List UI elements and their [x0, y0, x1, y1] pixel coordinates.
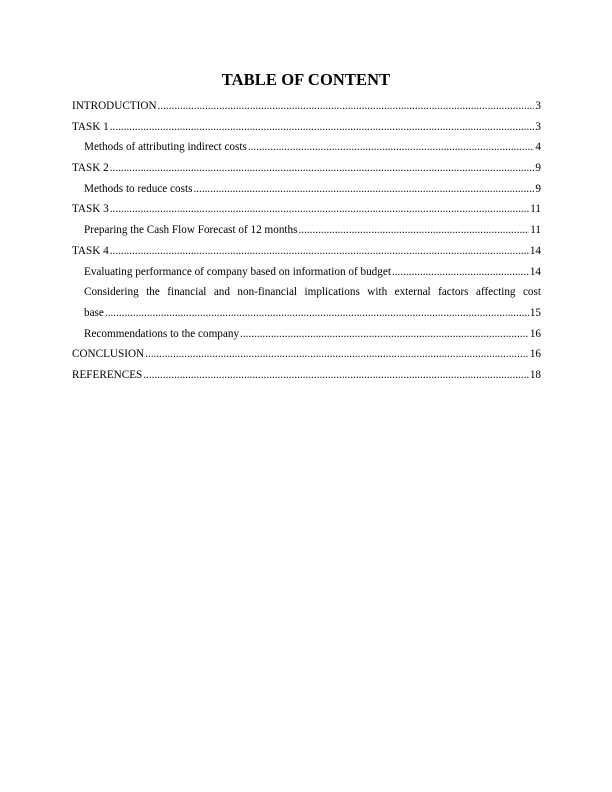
dot-leader: [110, 158, 535, 179]
toc-entry-methods-indirect-costs[interactable]: [72, 137, 541, 158]
dot-leader: [143, 365, 529, 386]
toc-entry-recommendations[interactable]: [72, 324, 541, 345]
toc-entry-label: TASK 1: [72, 120, 109, 133]
toc-entry-evaluating-performance[interactable]: [72, 262, 541, 283]
toc-entry-label: Methods of attributing indirect costs: [84, 141, 247, 154]
dot-leader: [158, 96, 535, 117]
toc-entry-cash-flow-forecast[interactable]: [72, 220, 541, 241]
toc-entry-label: TASK 4: [72, 244, 109, 257]
dot-leader: [110, 199, 530, 220]
toc-page-number: 11: [530, 203, 541, 216]
dot-leader: [105, 303, 529, 324]
toc-entry-label-line2: base: [84, 306, 104, 319]
toc-page-number: 14: [529, 265, 541, 278]
dot-leader: [110, 117, 535, 138]
toc-entry-introduction[interactable]: [72, 96, 541, 117]
toc-entry-label: Evaluating performance of company based on information of budget: [84, 265, 391, 278]
toc-entry-methods-reduce-costs[interactable]: [72, 179, 541, 200]
toc-entry-label: INTRODUCTION: [72, 100, 157, 112]
dot-leader: [298, 220, 529, 241]
toc-entry-line2: [84, 303, 541, 324]
toc-entry-label-line1: Considering the financial and non-financial implications with external factors affecting cost: [84, 286, 541, 299]
toc-entry-conclusion[interactable]: [72, 344, 541, 365]
dot-leader: [248, 137, 535, 158]
toc-page-number: 4: [535, 141, 541, 154]
toc-page-number: 18: [529, 368, 541, 381]
toc-page-number: 15: [529, 306, 541, 319]
dot-leader: [392, 262, 529, 283]
toc-entry-label: CONCLUSION: [72, 348, 145, 361]
toc-list: [72, 96, 541, 386]
toc-entry-task-2[interactable]: [72, 158, 541, 179]
toc-entry-label: Recommendations to the company: [84, 327, 240, 340]
toc-page-number: 9: [535, 182, 541, 195]
dot-leader: [145, 344, 529, 365]
dot-leader: [110, 241, 529, 262]
toc-entry-task-4[interactable]: [72, 241, 541, 262]
toc-page-number: 11: [530, 224, 541, 237]
toc-page-number: 3: [535, 100, 541, 112]
dot-leader: [193, 179, 534, 200]
toc-page-number: 3: [535, 120, 541, 133]
toc-entry-references[interactable]: [72, 365, 541, 386]
toc-entry-label: Methods to reduce costs: [84, 182, 193, 195]
toc-entry-label: TASK 2: [72, 162, 109, 175]
toc-entry-task-3[interactable]: [72, 199, 541, 220]
toc-entry-task-1[interactable]: [72, 117, 541, 138]
dot-leader: [240, 324, 529, 345]
toc-page-number: 16: [529, 348, 541, 361]
toc-entry-label: TASK 3: [72, 203, 109, 216]
toc-entry-financial-implications[interactable]: [72, 282, 541, 323]
toc-page-number: 9: [535, 162, 541, 175]
toc-title: TABLE OF CONTENT: [221, 70, 391, 89]
toc-page-number: 16: [529, 327, 541, 340]
toc-entry-label: Preparing the Cash Flow Forecast of 12 months: [84, 224, 298, 237]
toc-page-number: 14: [529, 244, 541, 257]
toc-entry-label: REFERENCES: [72, 368, 143, 381]
